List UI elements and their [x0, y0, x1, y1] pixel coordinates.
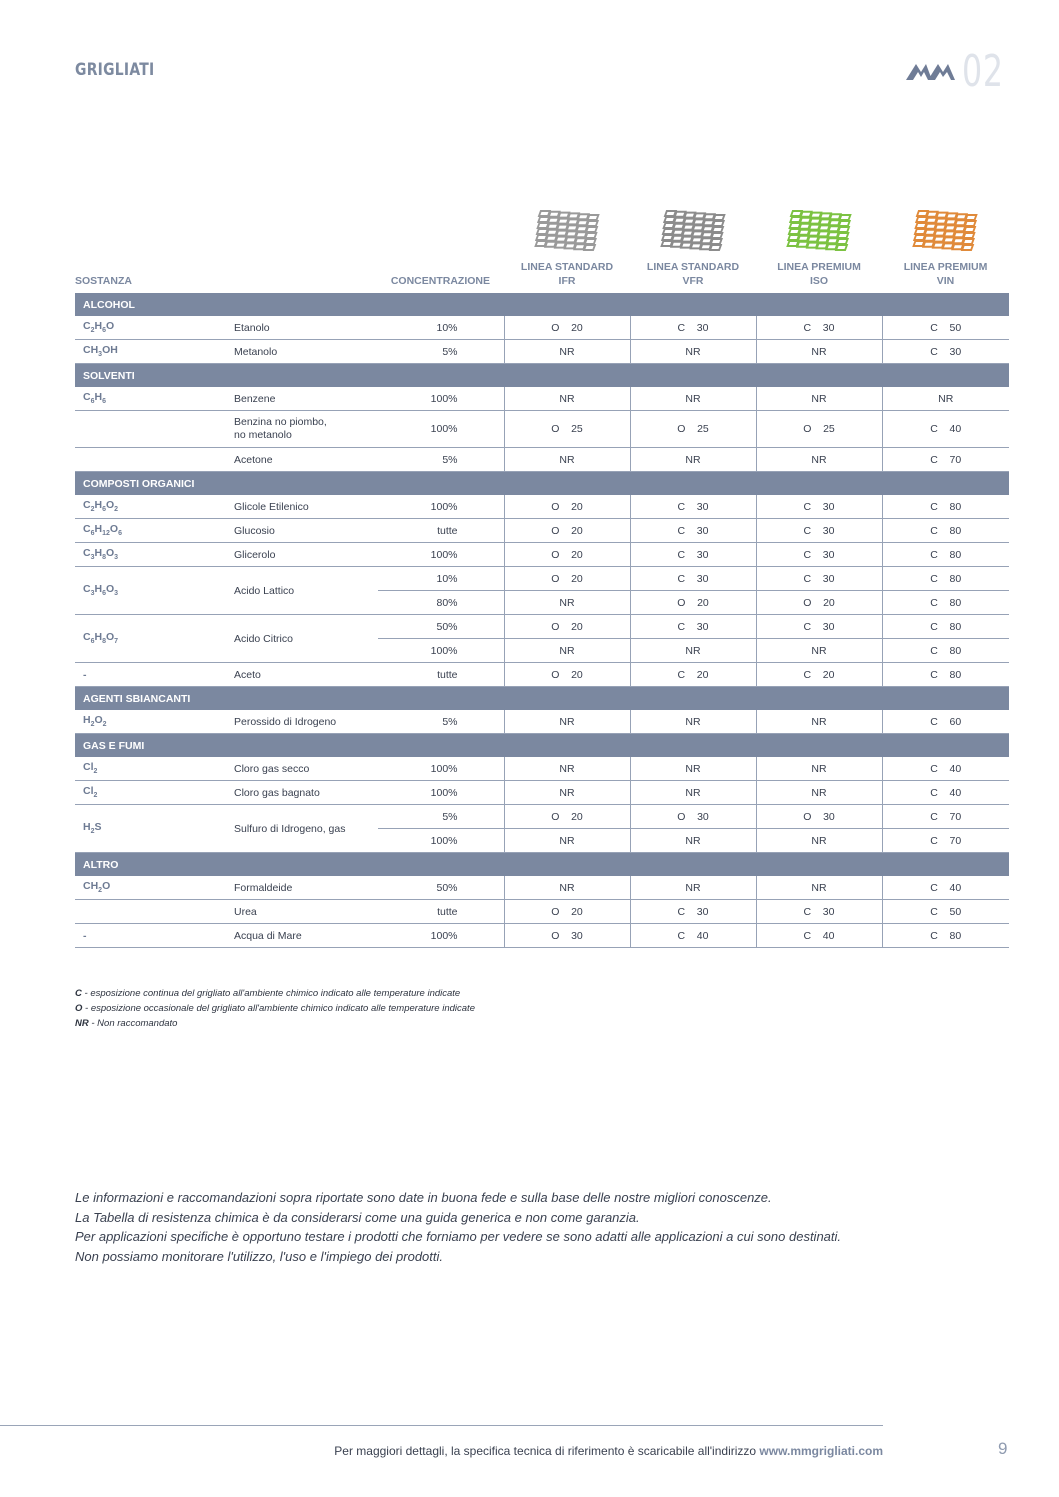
formula-cell: $C_6H_8O_7$ — [75, 615, 226, 663]
resistance-cell: NR — [630, 829, 756, 853]
formula-cell: - — [75, 924, 226, 948]
resistance-cell: NR — [756, 448, 882, 472]
category-row: SOLVENTI — [75, 364, 1009, 388]
concentration-cell: 100% — [378, 411, 504, 448]
legend-item: O - esposizione occasionale del grigliato all'ambiente chimico indicato alle temperature indicate — [75, 1003, 475, 1014]
table-header-row — [75, 258, 1009, 293]
concentration-cell: 10% — [378, 316, 504, 340]
concentration-cell: 100% — [378, 829, 504, 853]
substance-name: Acido Citrico — [226, 615, 378, 663]
resistance-cell: NR — [504, 829, 630, 853]
category-row: COMPOSTI ORGANICI — [75, 472, 1009, 496]
table-row — [75, 757, 1009, 781]
resistance-cell: C 30 — [630, 615, 756, 639]
resistance-cell: NR — [630, 387, 756, 411]
resistance-cell: O 20 — [504, 495, 630, 519]
page-title: GRIGLIATI — [75, 60, 155, 80]
formula-cell: $C_2H_6O$ — [75, 316, 226, 340]
resistance-cell: C 80 — [882, 639, 1009, 663]
concentration-cell: 10% — [378, 567, 504, 591]
table-row — [75, 340, 1009, 364]
resistance-cell: C 30 — [630, 567, 756, 591]
resistance-cell: C 30 — [882, 340, 1009, 364]
resistance-cell: C 60 — [882, 710, 1009, 734]
formula-cell: - — [75, 663, 226, 687]
resistance-cell: NR — [630, 876, 756, 900]
substance-name: Benzene — [226, 387, 378, 411]
formula-cell: $C_6H_6$ — [75, 387, 226, 411]
resistance-cell: C 80 — [882, 591, 1009, 615]
concentration-cell: 5% — [378, 448, 504, 472]
concentration-cell: 5% — [378, 710, 504, 734]
footer-divider — [0, 1425, 883, 1426]
resistance-cell: C 80 — [882, 615, 1009, 639]
formula-cell: $C_3H_8O_3$ — [75, 543, 226, 567]
concentration-cell: 100% — [378, 543, 504, 567]
resistance-cell: NR — [504, 710, 630, 734]
concentration-cell: 100% — [378, 757, 504, 781]
substance-name: Glucosio — [226, 519, 378, 543]
resistance-cell: O 30 — [630, 805, 756, 829]
table-row — [75, 805, 1009, 829]
resistance-cell: NR — [756, 387, 882, 411]
resistance-cell: NR — [756, 829, 882, 853]
resistance-cell: O 25 — [756, 411, 882, 448]
resistance-cell: C 80 — [882, 543, 1009, 567]
resistance-cell: C 30 — [630, 519, 756, 543]
disclaimer-line: Le informazioni e raccomandazioni sopra riportate sono date in buona fede e sulla base delle nostre migliori conoscenze. — [75, 1190, 772, 1205]
resistance-cell: C 30 — [756, 316, 882, 340]
resistance-cell: C 50 — [882, 900, 1009, 924]
formula-cell: $CH_2O$ — [75, 876, 226, 900]
table-row — [75, 387, 1009, 411]
resistance-cell: O 25 — [504, 411, 630, 448]
category-row: GAS E FUMI — [75, 734, 1009, 758]
formula-cell: $C_6H_{12}O_6$ — [75, 519, 226, 543]
formula-cell: $H_2O_2$ — [75, 710, 226, 734]
category-row: ALCOHOL — [75, 293, 1009, 316]
resistance-cell: C 30 — [756, 567, 882, 591]
resistance-cell: O 25 — [630, 411, 756, 448]
resistance-cell: NR — [630, 448, 756, 472]
table-row — [75, 663, 1009, 687]
header-product-vin: LINEA PREMIUM VIN — [903, 261, 988, 287]
substance-name: Urea — [226, 900, 378, 924]
disclaimer-line: La Tabella di resistenza chimica è da considerarsi come una guida generica e non come garanzia. — [75, 1209, 640, 1225]
resistance-cell: O 20 — [504, 615, 630, 639]
resistance-cell: C 30 — [756, 519, 882, 543]
concentration-cell: 100% — [378, 387, 504, 411]
resistance-cell: O 20 — [504, 805, 630, 829]
resistance-cell: C 70 — [882, 805, 1009, 829]
substance-name: Formaldeide — [226, 876, 378, 900]
resistance-cell: NR — [630, 710, 756, 734]
resistance-cell: O 20 — [504, 663, 630, 687]
resistance-cell: C 30 — [756, 615, 882, 639]
formula-cell — [75, 900, 226, 924]
resistance-cell: NR — [630, 340, 756, 364]
resistance-cell: C 40 — [882, 411, 1009, 448]
resistance-cell: NR — [630, 639, 756, 663]
resistance-cell: C 70 — [882, 448, 1009, 472]
table-row — [75, 543, 1009, 567]
grating-image-iso — [779, 205, 859, 251]
legend-item: NR - Non raccomandato — [75, 1018, 178, 1029]
concentration-cell: 80% — [378, 591, 504, 615]
formula-cell — [75, 448, 226, 472]
table-row — [75, 495, 1009, 519]
concentration-cell: 100% — [378, 924, 504, 948]
legend — [75, 986, 475, 1031]
category-row: AGENTI SBIANCANTI — [75, 687, 1009, 711]
header-product-iso: LINEA PREMIUM ISO — [777, 261, 861, 287]
concentration-cell: 100% — [378, 495, 504, 519]
resistance-cell: NR — [504, 448, 630, 472]
resistance-cell: NR — [756, 876, 882, 900]
resistance-cell: O 20 — [504, 519, 630, 543]
resistance-cell: O 20 — [504, 316, 630, 340]
disclaimer — [75, 1188, 841, 1266]
resistance-cell: NR — [504, 781, 630, 805]
chemical-resistance-table — [75, 258, 1009, 948]
footer-note: Per maggiori dettagli, la specifica tecnica di riferimento è scaricabile all'indirizzo www.mmgrigliati.com — [334, 1444, 883, 1458]
resistance-cell: NR — [504, 387, 630, 411]
resistance-cell: NR — [504, 639, 630, 663]
resistance-cell: O 20 — [630, 591, 756, 615]
resistance-cell: NR — [756, 340, 882, 364]
concentration-cell: 50% — [378, 876, 504, 900]
resistance-cell: NR — [756, 639, 882, 663]
resistance-cell: C 20 — [630, 663, 756, 687]
resistance-cell: NR — [630, 757, 756, 781]
substance-name: Cloro gas bagnato — [226, 781, 378, 805]
table-row — [75, 876, 1009, 900]
legend-item: C - esposizione continua del grigliato all'ambiente chimico indicato alle temperature indicate — [75, 988, 461, 999]
formula-cell: $Cl_2$ — [75, 757, 226, 781]
resistance-cell: C 30 — [630, 543, 756, 567]
resistance-cell: C 40 — [882, 757, 1009, 781]
header-product-vfr: LINEA STANDARD VFR — [646, 261, 740, 287]
concentration-cell: 5% — [378, 340, 504, 364]
resistance-cell: NR — [756, 781, 882, 805]
substance-name: Benzina no piombo, no metanolo — [226, 411, 378, 448]
resistance-cell: C 80 — [882, 519, 1009, 543]
resistance-cell: C 40 — [630, 924, 756, 948]
resistance-cell: C 80 — [882, 567, 1009, 591]
resistance-cell: NR — [504, 876, 630, 900]
header-sostanza: SOSTANZA — [75, 275, 132, 287]
resistance-cell: O 20 — [756, 591, 882, 615]
resistance-cell: NR — [504, 591, 630, 615]
table-row — [75, 519, 1009, 543]
table-row — [75, 710, 1009, 734]
grating-image-vfr — [653, 205, 733, 251]
resistance-cell: C 40 — [882, 876, 1009, 900]
table-row — [75, 411, 1009, 448]
substance-name: Acido Lattico — [226, 567, 378, 615]
resistance-cell: C 30 — [756, 543, 882, 567]
substance-name: Acetone — [226, 448, 378, 472]
substance-name: Sulfuro di Idrogeno, gas — [226, 805, 378, 853]
resistance-cell: NR — [756, 710, 882, 734]
resistance-cell: O 20 — [504, 567, 630, 591]
table-row — [75, 316, 1009, 340]
header-concentrazione: CONCENTRAZIONE — [390, 275, 491, 287]
resistance-cell: C 40 — [882, 781, 1009, 805]
substance-name: Cloro gas secco — [226, 757, 378, 781]
disclaimer-line: Per applicazioni specifiche è opportuno testare i prodotti che forniamo per vedere se sono adatti alle applicazioni a cui sono destinati. — [75, 1229, 842, 1244]
substance-name: Acqua di Mare — [226, 924, 378, 948]
resistance-cell: C 30 — [756, 900, 882, 924]
table-row — [75, 781, 1009, 805]
formula-cell: $CH_3OH$ — [75, 340, 226, 364]
substance-name: Perossido di Idrogeno — [226, 710, 378, 734]
resistance-cell: NR — [882, 387, 1009, 411]
substance-name: Glicerolo — [226, 543, 378, 567]
grating-image-vin — [905, 205, 985, 251]
formula-cell: $H_2S$ — [75, 805, 226, 853]
table-row — [75, 567, 1009, 591]
header-product-ifr: LINEA STANDARD IFR — [520, 261, 614, 287]
resistance-cell: O 20 — [504, 543, 630, 567]
substance-name: Etanolo — [226, 316, 378, 340]
concentration-cell: 5% — [378, 805, 504, 829]
resistance-cell: C 30 — [630, 316, 756, 340]
concentration-cell: tutte — [378, 519, 504, 543]
resistance-cell: C 80 — [882, 663, 1009, 687]
resistance-cell: C 40 — [756, 924, 882, 948]
section-number: 02 — [962, 46, 1004, 97]
website-link[interactable]: www.mmgrigliati.com — [759, 1444, 883, 1458]
resistance-cell: NR — [630, 781, 756, 805]
formula-cell: $C_2H_6O_2$ — [75, 495, 226, 519]
category-row: ALTRO — [75, 853, 1009, 877]
formula-cell: $C_3H_6O_3$ — [75, 567, 226, 615]
resistance-cell: O 30 — [756, 805, 882, 829]
table-row — [75, 615, 1009, 639]
substance-name: Glicole Etilenico — [226, 495, 378, 519]
disclaimer-line: Non possiamo monitorare l'utilizzo, l'uso e l'impiego dei prodotti. — [75, 1248, 444, 1264]
substance-name: Metanolo — [226, 340, 378, 364]
concentration-cell: 100% — [378, 639, 504, 663]
resistance-cell: O 30 — [504, 924, 630, 948]
concentration-cell: 100% — [378, 781, 504, 805]
formula-cell: $Cl_2$ — [75, 781, 226, 805]
substance-name: Aceto — [226, 663, 378, 687]
concentration-cell: tutte — [378, 900, 504, 924]
resistance-cell: C 50 — [882, 316, 1009, 340]
resistance-cell: C 30 — [630, 495, 756, 519]
resistance-cell: O 20 — [504, 900, 630, 924]
resistance-cell: C 70 — [882, 829, 1009, 853]
resistance-cell: C 80 — [882, 495, 1009, 519]
resistance-cell: NR — [756, 757, 882, 781]
resistance-cell: NR — [504, 757, 630, 781]
concentration-cell: 50% — [378, 615, 504, 639]
resistance-cell: C 80 — [882, 924, 1009, 948]
page-number: 9 — [998, 1439, 1008, 1458]
formula-cell — [75, 411, 226, 448]
table-row — [75, 924, 1009, 948]
resistance-cell: NR — [504, 340, 630, 364]
grating-image-ifr — [527, 205, 607, 251]
resistance-cell: C 30 — [756, 495, 882, 519]
concentration-cell: tutte — [378, 663, 504, 687]
table-row — [75, 900, 1009, 924]
resistance-cell: C 20 — [756, 663, 882, 687]
table-row — [75, 448, 1009, 472]
resistance-cell: C 30 — [630, 900, 756, 924]
